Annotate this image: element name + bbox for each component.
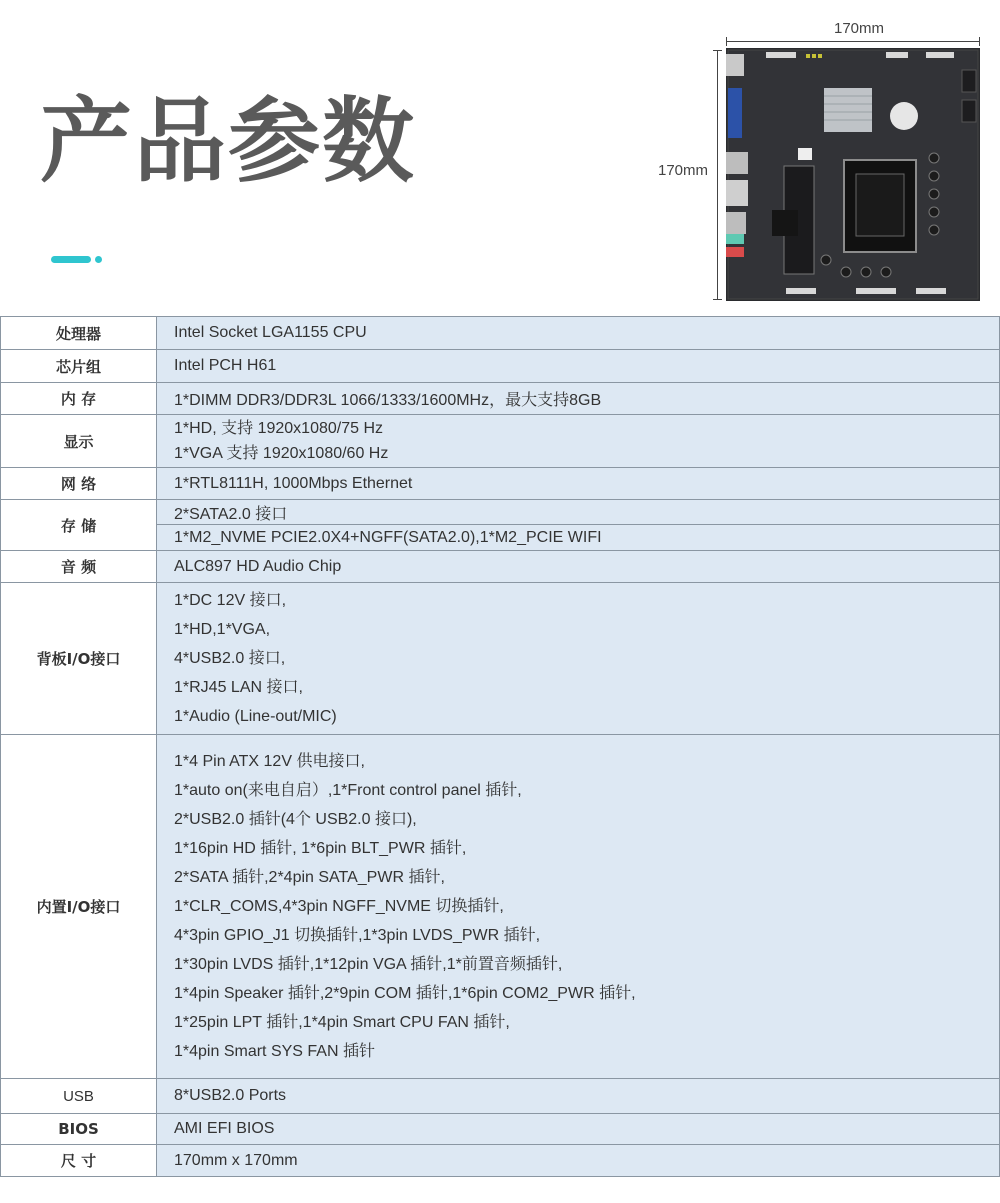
spec-value-line: 1*M2_NVME PCIE2.0X4+NGFF(SATA2.0),1*M2_PCIE WIFI: [174, 528, 602, 546]
page-title: 产品参数: [40, 88, 417, 195]
spec-value: [157, 500, 1000, 525]
spec-value-line: 8*USB2.0 Ports: [174, 1087, 287, 1104]
spec-value: [157, 383, 1000, 415]
table-row: [1, 583, 1000, 735]
spec-label: 芯片组: [1, 350, 157, 383]
spec-value-line: 1*16pin HD 插针, 1*6pin BLT_PWR 插针,: [174, 840, 467, 857]
spec-value: [157, 415, 1000, 468]
spec-value: [157, 1079, 1000, 1114]
spec-label: 存 储: [1, 500, 157, 551]
spec-value: [157, 1145, 1000, 1177]
spec-value: [157, 583, 1000, 735]
table-row: [1, 735, 1000, 1079]
spec-value-line: 1*VGA 支持 1920x1080/60 Hz: [174, 445, 389, 462]
spec-value: [157, 468, 1000, 500]
width-dimension-line: [726, 41, 980, 42]
spec-value-line: ALC897 HD Audio Chip: [174, 557, 342, 575]
spec-table: [0, 316, 1000, 1177]
spec-label: 网 络: [1, 468, 157, 500]
spec-value-line: 1*auto on(来电自启）,1*Front control panel 插针,: [174, 782, 522, 799]
table-row: [1, 1079, 1000, 1114]
spec-label: 音 频: [1, 551, 157, 583]
width-dimension-tick: [979, 37, 980, 46]
accent-dot: [95, 256, 102, 263]
motherboard-image: [726, 48, 980, 301]
table-row: [1, 551, 1000, 583]
spec-value-line: 1*4pin Speaker 插针,2*9pin COM 插针,1*6pin COM2_PWR 插针,: [174, 985, 636, 1002]
spec-value-line: 2*USB2.0 插针(4个 USB2.0 接口),: [174, 811, 417, 828]
spec-value-line: 1*DIMM DDR3/DDR3L 1066/1333/1600MHz，最大支持8GB: [174, 392, 602, 409]
spec-value: [157, 1114, 1000, 1145]
spec-value-line: 1*HD, 支持 1920x1080/75 Hz: [174, 420, 384, 437]
spec-label: BIOS: [1, 1114, 157, 1145]
table-row: [1, 500, 1000, 525]
accent-bar: [51, 256, 91, 263]
spec-value: [157, 525, 1000, 551]
spec-value-line: 1*CLR_COMS,4*3pin NGFF_NVME 切换插针,: [174, 898, 504, 915]
table-row: [1, 1145, 1000, 1177]
spec-value-line: 1*RJ45 LAN 接口,: [174, 679, 303, 696]
spec-value-line: 1*4 Pin ATX 12V 供电接口,: [174, 753, 365, 770]
spec-label: 显示: [1, 415, 157, 468]
height-dimension-line: [717, 50, 718, 300]
spec-value-line: 1*4pin Smart SYS FAN 插针: [174, 1043, 375, 1060]
spec-value-line: 2*SATA2.0 接口: [174, 505, 288, 523]
height-dimension-label: 170mm: [658, 162, 709, 179]
spec-label: 内置I/O接口: [1, 735, 157, 1079]
spec-value: [157, 551, 1000, 583]
height-dimension-tick: [713, 50, 722, 51]
header: [0, 0, 1000, 316]
spec-label: 尺 寸: [1, 1145, 157, 1177]
spec-value-line: 170mm x 170mm: [174, 1151, 298, 1169]
table-row: [1, 468, 1000, 500]
spec-value-line: 4*USB2.0 接口,: [174, 650, 286, 667]
spec-value: [157, 350, 1000, 383]
spec-value: [157, 317, 1000, 350]
spec-label: 处理器: [1, 317, 157, 350]
spec-value-line: 2*SATA 插针,2*4pin SATA_PWR 插针,: [174, 869, 445, 886]
height-dimension-tick: [713, 299, 722, 300]
spec-label: 背板I/O接口: [1, 583, 157, 735]
table-row: [1, 317, 1000, 350]
spec-value-line: AMI EFI BIOS: [174, 1120, 275, 1137]
width-dimension-tick: [726, 37, 727, 46]
spec-value-line: 1*25pin LPT 插针,1*4pin Smart CPU FAN 插针,: [174, 1014, 510, 1031]
table-row: [1, 415, 1000, 468]
spec-value-line: Intel PCH H61: [174, 357, 277, 374]
spec-label: USB: [1, 1079, 157, 1114]
spec-label: 内 存: [1, 383, 157, 415]
table-row: [1, 350, 1000, 383]
spec-value-line: 1*Audio (Line-out/MIC): [174, 708, 337, 725]
spec-value-line: 1*DC 12V 接口,: [174, 592, 287, 609]
spec-value-line: 4*3pin GPIO_J1 切换插针,1*3pin LVDS_PWR 插针,: [174, 927, 541, 944]
table-row: [1, 1114, 1000, 1145]
spec-value-line: 1*RTL8111H, 1000Mbps Ethernet: [174, 474, 413, 492]
spec-value-line: 1*HD,1*VGA,: [174, 621, 271, 638]
spec-value-line: Intel Socket LGA1155 CPU: [174, 324, 367, 341]
spec-value: [157, 735, 1000, 1079]
spec-value-line: 1*30pin LVDS 插针,1*12pin VGA 插针,1*前置音频插针,: [174, 956, 563, 973]
table-row: [1, 383, 1000, 415]
width-dimension-label: 170mm: [834, 20, 885, 37]
